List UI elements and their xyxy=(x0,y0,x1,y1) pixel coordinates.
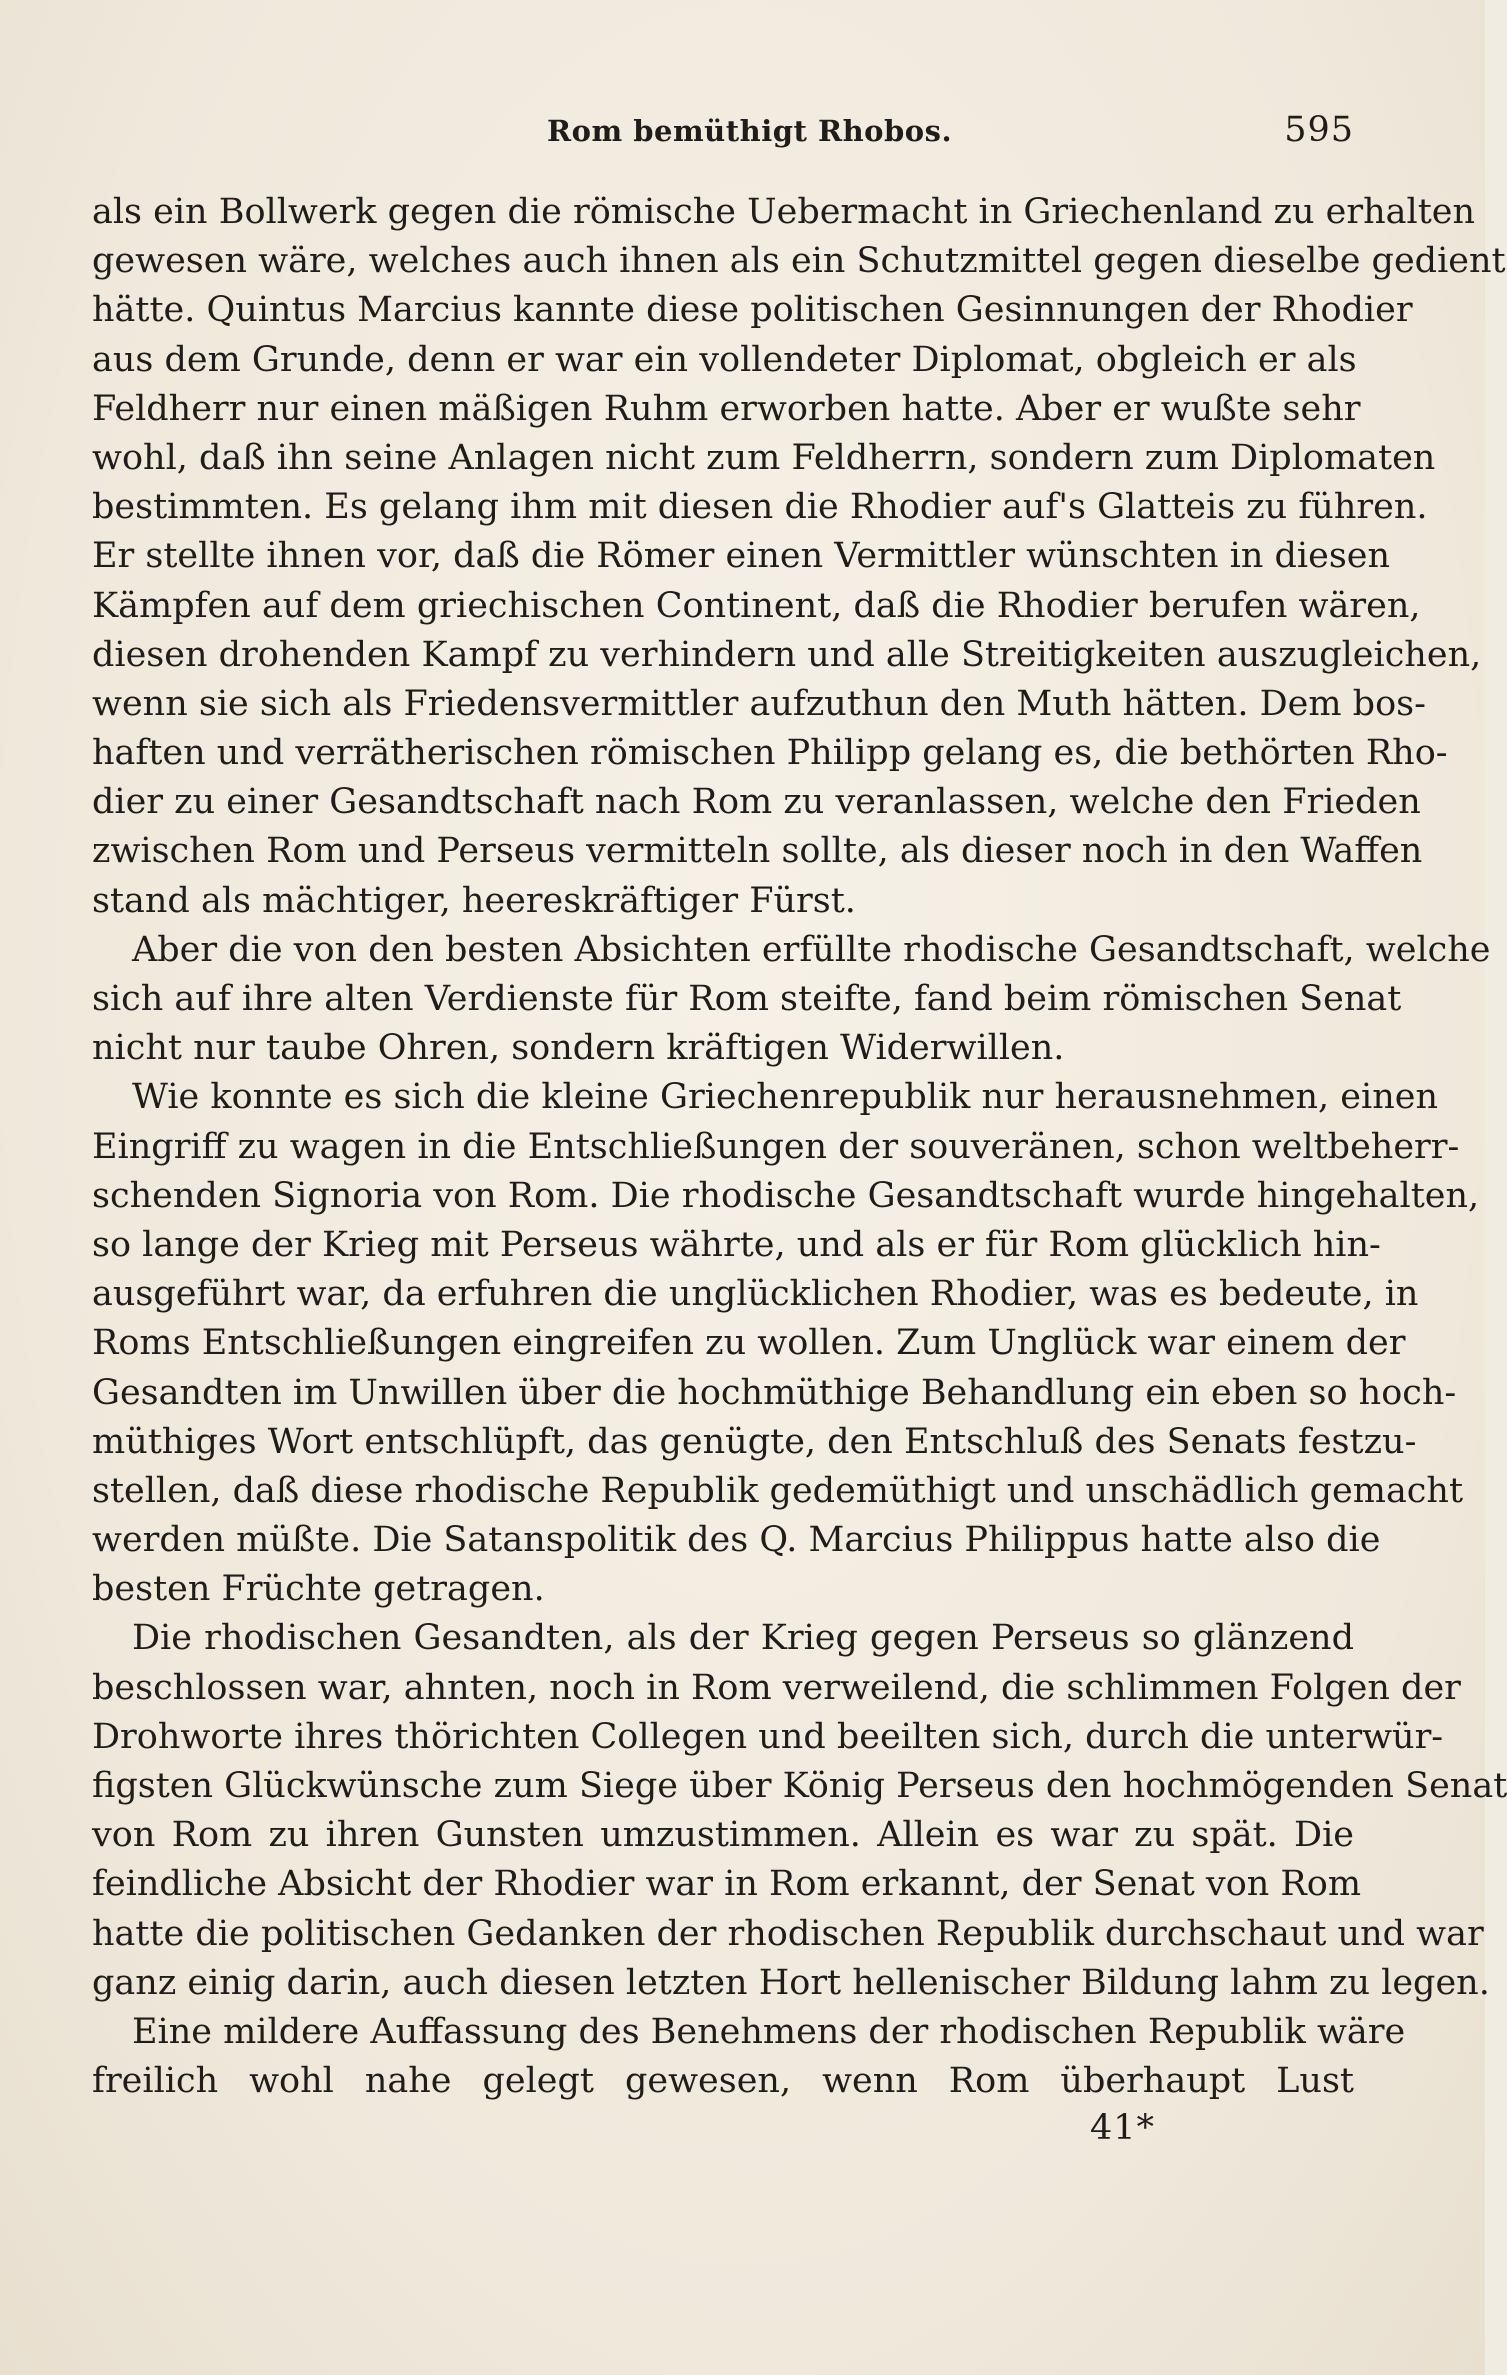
text-line: Die rhodischen Gesandten, als der Krieg gegen Perseus so glänzend xyxy=(132,1618,1354,1659)
text-line: wohl, daß ihn seine Anlagen nicht zum Feldherrn, sondern zum Diplomaten xyxy=(92,437,1436,478)
text-line: müthiges Wort entschlüpft, das genügte, den Entschluß des Senats festzu- xyxy=(92,1421,1417,1462)
text-line: besten Früchte getragen. xyxy=(92,1569,545,1610)
text-line: stand als mächtiger, heereskräftiger Fürst. xyxy=(92,880,856,921)
text-line: schenden Signoria von Rom. Die rhodische Gesandtschaft wurde hingehalten, xyxy=(92,1175,1480,1216)
text-line: feindliche Absicht der Rhodier war in Rom erkannt, der Senat von Rom xyxy=(92,1864,1362,1905)
text-line: Roms Entschließungen eingreifen zu wollen. Zum Unglück war einem der xyxy=(92,1323,1406,1364)
text-line: hätte. Quintus Marcius kannte diese politischen Gesinnungen der Rhodier xyxy=(92,290,1413,331)
signature-mark: 41* xyxy=(1090,2108,1156,2148)
text-line: als ein Bollwerk gegen die römische Uebermacht in Griechenland zu erhalten xyxy=(92,192,1476,232)
text-line: ganz einig darin, auch diesen letzten Hort hellenischer Bildung lahm zu legen. xyxy=(92,1962,1490,2003)
text-line: von Rom zu ihren Gunsten umzustimmen. Allein es war zu spät. Die xyxy=(92,1815,1354,1856)
text-line: hatte die politischen Gedanken der rhodischen Republik durchschaut und war xyxy=(92,1913,1484,1954)
text-line: wenn sie sich als Friedensvermittler aufzuthun den Muth hätten. Dem bos- xyxy=(92,683,1426,724)
text-line: dier zu einer Gesandtschaft nach Rom zu veranlassen, welche den Frieden xyxy=(92,782,1421,823)
page-number: 595 xyxy=(1284,110,1354,150)
text-line: stellen, daß diese rhodische Republik gedemüthigt und unschädlich gemacht xyxy=(92,1470,1464,1511)
running-head: Rom bemüthigt Rhobos. xyxy=(547,114,953,148)
text-line: sich auf ihre alten Verdienste für Rom steifte, fand beim römischen Senat xyxy=(92,979,1402,1019)
text-line: haften und verrätherischen römischen Philipp gelang es, die bethörten Rho- xyxy=(92,733,1448,774)
text-line: gewesen wäre, welches auch ihnen als ein Schutzmittel gegen dieselbe gedient xyxy=(92,241,1506,282)
text-line: Drohworte ihres thörichten Collegen und beeilten sich, durch die unterwür- xyxy=(92,1716,1444,1757)
text-line: zwischen Rom und Perseus vermitteln sollte, als dieser noch in den Waffen xyxy=(92,831,1423,872)
text-line: beschlossen war, ahnten, noch in Rom verweilend, die schlimmen Folgen der xyxy=(92,1667,1461,1708)
text-line: figsten Glückwünsche zum Siege über König Perseus den hochmögenden Senat xyxy=(92,1766,1507,1806)
page-header xyxy=(92,110,1354,160)
text-line: Eingriff zu wagen in die Entschließungen der souveränen, schon weltbeherr- xyxy=(92,1126,1460,1167)
text-line: freilich wohl nahe gelegt gewesen, wenn Rom überhaupt Lust xyxy=(92,2061,1354,2102)
text-line: ausgeführt war, da erfuhren die unglücklichen Rhodier, was es bedeute, in xyxy=(92,1274,1419,1315)
body-text xyxy=(92,188,1507,2106)
text-line: Er stellte ihnen vor, daß die Römer einen Vermittler wünschten in diesen xyxy=(92,536,1391,577)
text-line: diesen drohenden Kampf zu verhindern und alle Streitigkeiten auszugleichen, xyxy=(92,634,1482,675)
text-line: Kämpfen auf dem griechischen Continent, daß die Rhodier berufen wären, xyxy=(92,585,1421,626)
text-line: nicht nur taube Ohren, sondern kräftigen Widerwillen. xyxy=(92,1028,1065,1069)
text-line: Wie konnte es sich die kleine Griechenrepublik nur herausnehmen, einen xyxy=(132,1077,1439,1118)
text-line: werden müßte. Die Satanspolitik des Q. Marcius Philippus hatte also die xyxy=(92,1520,1381,1561)
text-line: aus dem Grunde, denn er war ein vollendeter Diplomat, obgleich er als xyxy=(92,339,1357,380)
text-line: Aber die von den besten Absichten erfüllte rhodische Gesandtschaft, welche xyxy=(132,929,1491,970)
text-line: bestimmten. Es gelang ihm mit diesen die Rhodier auf's Glatteis zu führen. xyxy=(92,487,1428,528)
text-line: Feldherr nur einen mäßigen Ruhm erworben hatte. Aber er wußte sehr xyxy=(92,388,1361,429)
text-line: Gesandten im Unwillen über die hochmüthige Behandlung ein eben so hoch- xyxy=(92,1372,1457,1413)
text-line: Eine mildere Auffassung des Benehmens der rhodischen Republik wäre xyxy=(132,2011,1406,2052)
text-line: so lange der Krieg mit Perseus währte, und als er für Rom glücklich hin- xyxy=(92,1224,1381,1265)
